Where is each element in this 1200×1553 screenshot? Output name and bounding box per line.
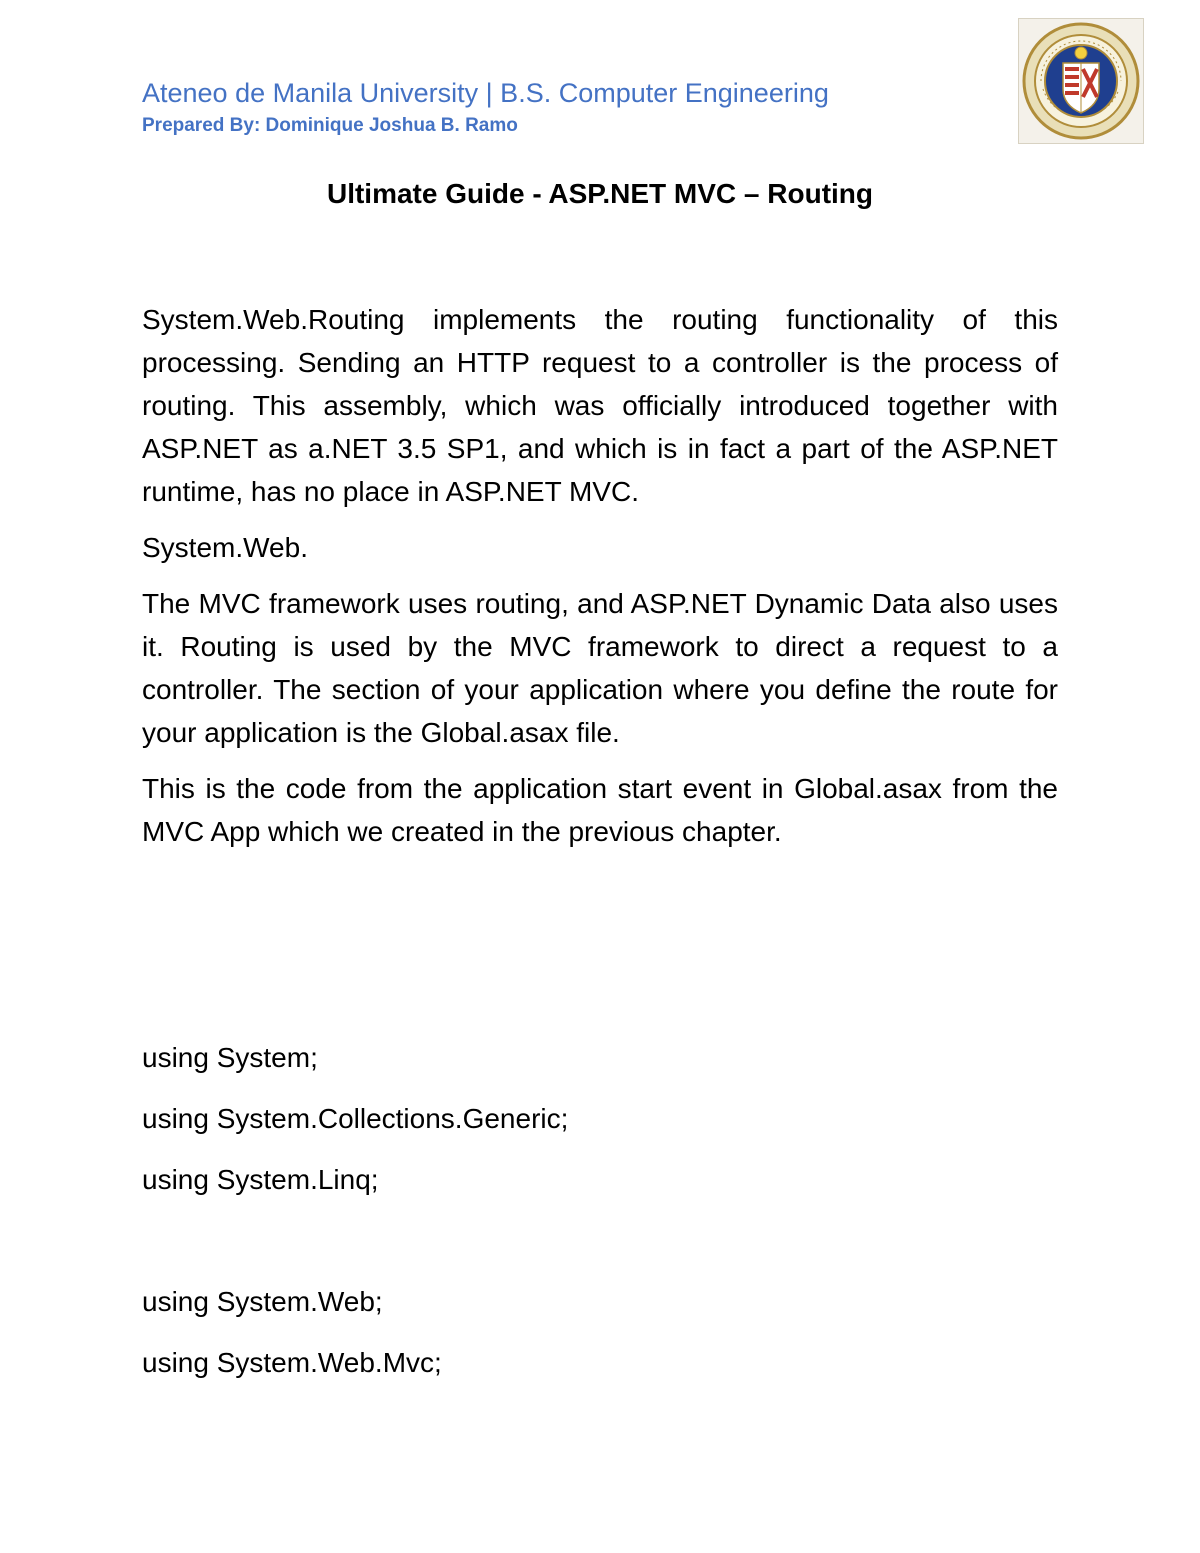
document-title: Ultimate Guide - ASP.NET MVC – Routing [326,178,874,209]
page-header [142,76,829,139]
code-snippet [142,1036,1058,1402]
code-line: using System.Collections.Generic; [142,1103,569,1134]
code-line: using System.Web.Mvc; [142,1347,442,1378]
code-line: using System; [142,1042,318,1073]
code-line: using System.Linq; [142,1164,379,1195]
paragraph: System.Web. [142,532,308,563]
paragraph: System.Web.Routing implements the routing functionality of this processing. Sending an HTTP request to a controller is the process of routing. This assembly, which was officially introduced together with ASP.NET as a.NET 3.5 SP1, and which is in fact a part of the ASP.NET runtime, has no place in ASP.NET MVC. [142,304,1058,507]
paragraph: The MVC framework uses routing, and ASP.NET Dynamic Data also uses it. Routing is used by the MVC framework to direct a request to a controller. The section of your application where you define the route for your application is the Global.asax file. [142,588,1058,748]
institution-line: Ateneo de Manila University | B.S. Computer Engineering [142,78,829,108]
ateneo-seal-icon [1018,18,1144,144]
code-line: using System.Web; [142,1286,383,1317]
document-body [142,298,1058,866]
code-blank-line [142,1219,1058,1262]
paragraph: This is the code from the application start event in Global.asax from the MVC App which we created in the previous chapter. [142,773,1058,847]
prepared-by-line: Prepared By: Dominique Joshua B. Ramo [142,115,518,136]
